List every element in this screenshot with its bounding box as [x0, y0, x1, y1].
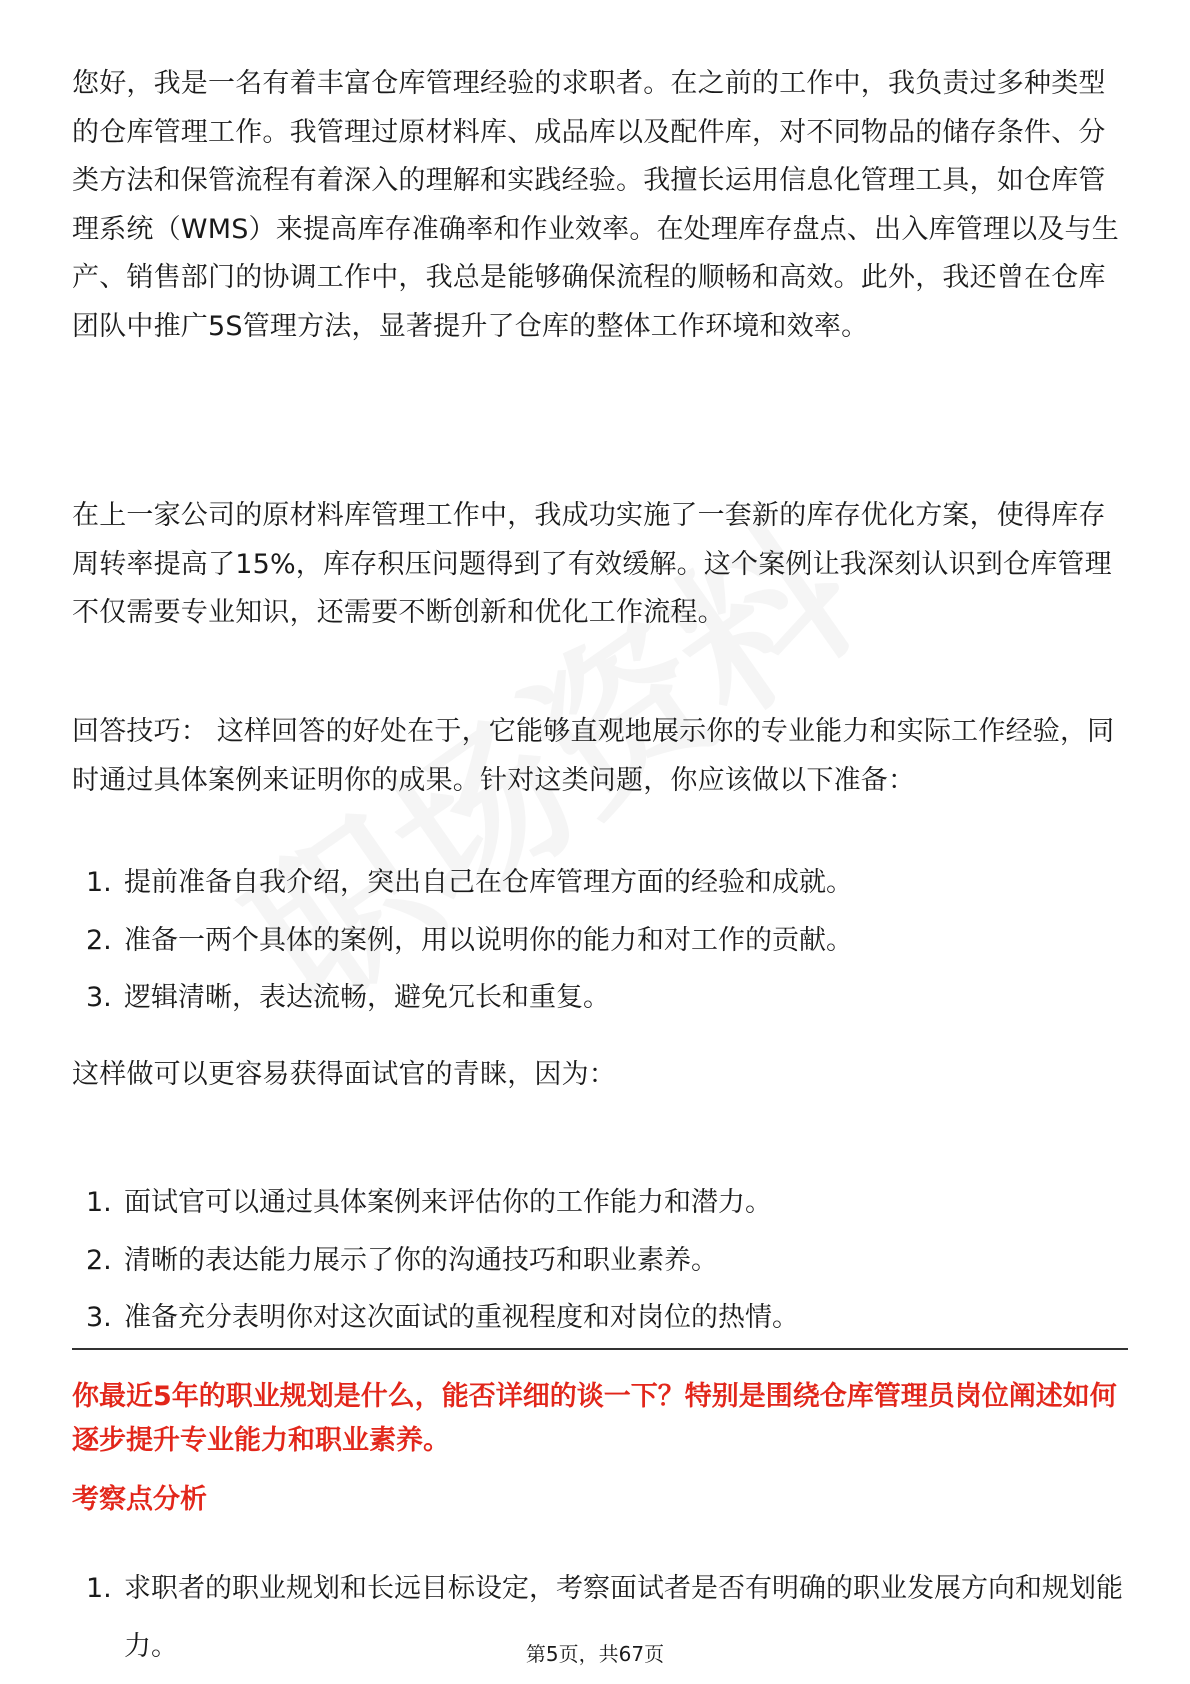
- list-item: 3. 准备充分表明你对这次面试的重视程度和对岗位的热情。: [86, 1302, 799, 1333]
- list-item: 1. 求职者的职业规划和长远目标设定，考察面试者是否有明确的职业发展方向和规划能力。: [86, 1573, 1123, 1662]
- intro-paragraph: 您好，我是一名有着丰富仓库管理经验的求职者。在之前的工作中，我负责过多种类型的仓库管理工作。我管理过原材料库、成品库以及配件库，对不同物品的储存条件、分类方法和保管流程有着深入的理解和实践经验。我擅长运用信息化管理工具，如仓库管理系统（WMS）来提高库存准确率和作业效率。在处理库存盘点、出入库管理以及与生产、销售部门的协调工作中，我总是能够确保流程的顺畅和高效。此外，我还曾在仓库团队中推广5S管理方法，显著提升了仓库的整体工作环境和效率。: [72, 68, 1119, 342]
- section-divider: [72, 1348, 1128, 1350]
- reason-paragraph: 这样做可以更容易获得面试官的青睐，因为：: [72, 1059, 616, 1090]
- prep-list: [72, 854, 1128, 1027]
- tips-paragraph: 回答技巧： 这样回答的好处在于，它能够直观地展示你的专业能力和实际工作经验，同时通过具体案例来证明你的成果。针对这类问题，你应该做以下准备：: [72, 716, 1115, 796]
- page-footer: 第5页，共67页: [525, 1642, 665, 1666]
- case-paragraph: 在上一家公司的原材料库管理工作中，我成功实施了一套新的库存优化方案，使得库存周转率提高了15%，库存积压问题得到了有效缓解。这个案例让我深刻认识到仓库管理不仅需要专业知识，还需要不断创新和优化工作流程。: [72, 500, 1112, 628]
- list-item: 1. 面试官可以通过具体案例来评估你的工作能力和潜力。: [86, 1187, 772, 1218]
- list-item: 3. 逻辑清晰，表达流畅，避免冗长和重复。: [86, 982, 610, 1013]
- list-item: 1. 提前准备自我介绍，突出自己在仓库管理方面的经验和成就。: [86, 867, 853, 898]
- list-item: 2. 清晰的表达能力展示了你的沟通技巧和职业素养。: [86, 1244, 718, 1276]
- analysis-title: 考察点分析: [72, 1484, 207, 1515]
- list-item: 2. 准备一两个具体的案例，用以说明你的能力和对工作的贡献。: [86, 924, 853, 956]
- interview-question: 你最近5年的职业规划是什么，能否详细的谈一下？特别是围绕仓库管理员岗位阐述如何逐步提升专业能力和职业素养。: [72, 1381, 1117, 1456]
- reason-list: [72, 1174, 1128, 1347]
